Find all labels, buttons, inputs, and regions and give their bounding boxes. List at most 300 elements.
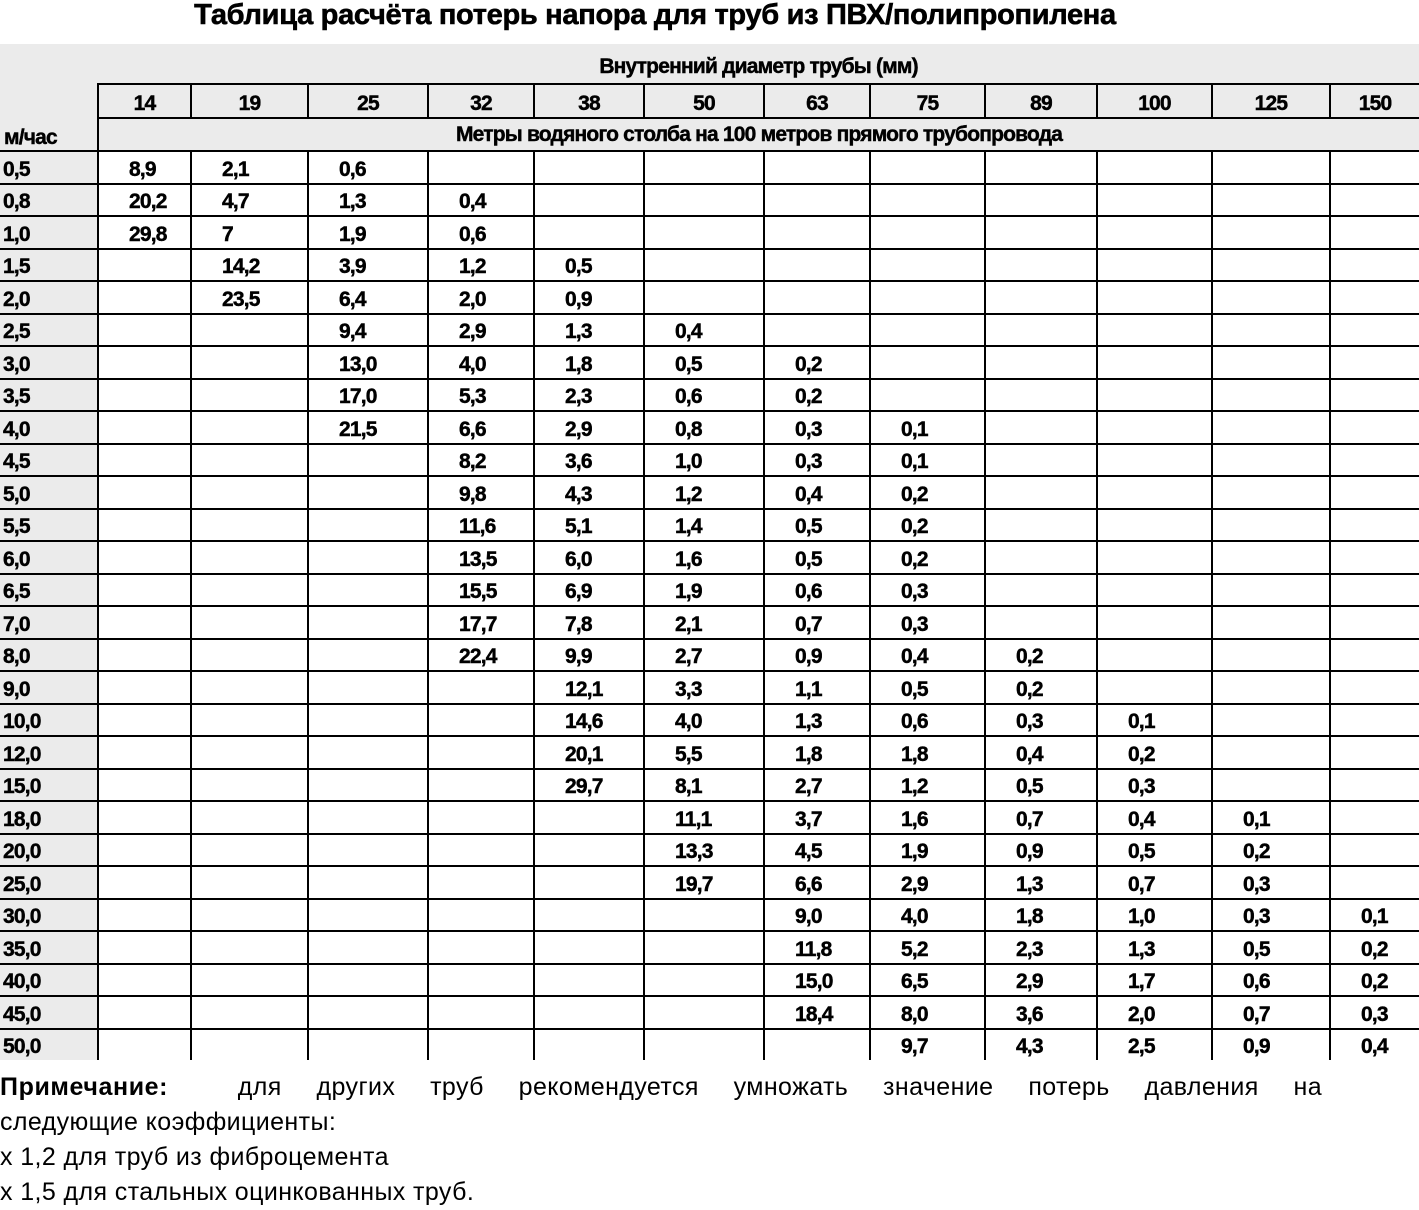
loss-value-cell: 0,9 — [985, 834, 1097, 867]
loss-value-cell — [1097, 151, 1212, 184]
loss-value-cell — [985, 314, 1097, 347]
loss-value-cell: 0,3 — [1097, 769, 1212, 802]
table-row — [0, 704, 1419, 737]
table-row — [0, 964, 1419, 997]
loss-value-cell: 1,3 — [308, 184, 428, 217]
loss-value-cell — [764, 151, 870, 184]
loss-value-cell: 0,4 — [1330, 1029, 1419, 1061]
loss-value-cell — [308, 574, 428, 607]
loss-value-cell: 0,2 — [1097, 736, 1212, 769]
loss-value-cell: 1,2 — [428, 249, 534, 282]
loss-value-cell — [191, 931, 308, 964]
loss-value-cell: 15,5 — [428, 574, 534, 607]
note-line-2: следующие коэффициенты: — [0, 1108, 337, 1136]
table-row — [0, 444, 1419, 477]
loss-value-cell — [98, 866, 191, 899]
loss-value-cell: 9,7 — [870, 1029, 985, 1061]
flow-rate-cell: 50,0 — [0, 1029, 98, 1061]
loss-value-cell — [534, 184, 644, 217]
loss-value-cell: 0,3 — [1330, 996, 1419, 1029]
flow-rate-cell: 18,0 — [0, 801, 98, 834]
loss-value-cell — [98, 996, 191, 1029]
flow-rate-cell: 9,0 — [0, 671, 98, 704]
table-row — [0, 769, 1419, 802]
loss-value-cell — [98, 281, 191, 314]
table-row — [0, 834, 1419, 867]
loss-value-cell — [1212, 671, 1330, 704]
loss-value-cell — [1212, 411, 1330, 444]
loss-value-cell: 1,3 — [764, 704, 870, 737]
loss-value-cell: 20,2 — [98, 184, 191, 217]
loss-value-cell: 12,1 — [534, 671, 644, 704]
loss-value-cell: 15,0 — [764, 964, 870, 997]
loss-value-cell: 0,5 — [534, 249, 644, 282]
loss-value-cell: 0,3 — [870, 574, 985, 607]
loss-value-cell — [1330, 639, 1419, 672]
loss-value-cell: 1,6 — [870, 801, 985, 834]
loss-value-cell: 0,8 — [644, 411, 764, 444]
loss-value-cell: 0,9 — [534, 281, 644, 314]
loss-value-cell — [534, 151, 644, 184]
loss-value-cell — [870, 281, 985, 314]
loss-value-cell — [428, 671, 534, 704]
loss-value-cell — [1097, 411, 1212, 444]
head-loss-table — [0, 44, 1419, 1060]
loss-value-cell — [191, 736, 308, 769]
loss-value-cell — [1212, 736, 1330, 769]
diameter-header-cell: 89 — [985, 84, 1097, 118]
loss-value-cell — [428, 931, 534, 964]
loss-value-cell — [98, 509, 191, 542]
diameter-header-cell: 14 — [98, 84, 191, 118]
table-row — [0, 931, 1419, 964]
loss-value-cell — [1330, 476, 1419, 509]
loss-value-cell — [98, 444, 191, 477]
loss-value-cell — [308, 671, 428, 704]
loss-value-cell — [98, 736, 191, 769]
loss-value-cell — [1097, 639, 1212, 672]
loss-value-cell — [98, 834, 191, 867]
loss-value-cell: 29,7 — [534, 769, 644, 802]
loss-value-cell — [98, 671, 191, 704]
loss-value-cell — [534, 931, 644, 964]
table-row — [0, 346, 1419, 379]
loss-value-cell: 6,9 — [534, 574, 644, 607]
loss-value-cell: 8,1 — [644, 769, 764, 802]
loss-value-cell — [1330, 444, 1419, 477]
head-loss-table-container — [0, 44, 1419, 1058]
flow-rate-cell: 1,5 — [0, 249, 98, 282]
loss-value-cell — [98, 574, 191, 607]
loss-value-cell — [308, 736, 428, 769]
table-row — [0, 281, 1419, 314]
loss-value-cell: 2,3 — [985, 931, 1097, 964]
loss-value-cell — [870, 216, 985, 249]
loss-value-cell — [191, 801, 308, 834]
loss-value-cell: 2,9 — [870, 866, 985, 899]
loss-value-cell — [428, 151, 534, 184]
loss-value-cell — [1097, 541, 1212, 574]
loss-value-cell — [870, 379, 985, 412]
loss-value-cell — [534, 216, 644, 249]
loss-value-cell — [1330, 704, 1419, 737]
loss-value-cell — [1330, 736, 1419, 769]
loss-value-cell — [1212, 541, 1330, 574]
loss-value-cell: 1,2 — [644, 476, 764, 509]
flow-rate-cell: 5,5 — [0, 509, 98, 542]
loss-value-cell — [191, 639, 308, 672]
diameter-header-cell: 25 — [308, 84, 428, 118]
loss-value-cell: 0,9 — [1212, 1029, 1330, 1061]
loss-value-cell — [534, 866, 644, 899]
flow-rate-cell: 0,5 — [0, 151, 98, 184]
loss-value-cell: 0,2 — [870, 509, 985, 542]
loss-value-cell: 0,2 — [1330, 931, 1419, 964]
loss-value-cell: 0,2 — [985, 639, 1097, 672]
loss-value-cell: 0,5 — [1212, 931, 1330, 964]
loss-value-cell: 1,4 — [644, 509, 764, 542]
loss-value-cell: 5,1 — [534, 509, 644, 542]
loss-value-cell: 0,7 — [985, 801, 1097, 834]
loss-value-cell — [98, 379, 191, 412]
loss-value-cell: 0,6 — [428, 216, 534, 249]
loss-value-cell — [644, 899, 764, 932]
loss-value-cell: 8,2 — [428, 444, 534, 477]
loss-value-cell — [764, 1029, 870, 1061]
loss-value-cell: 5,5 — [644, 736, 764, 769]
loss-value-cell — [428, 704, 534, 737]
loss-value-cell — [870, 184, 985, 217]
loss-value-cell — [191, 1029, 308, 1061]
loss-value-cell — [644, 184, 764, 217]
loss-value-cell — [764, 281, 870, 314]
loss-value-cell — [308, 801, 428, 834]
flow-rate-cell: 4,0 — [0, 411, 98, 444]
loss-value-cell — [98, 704, 191, 737]
loss-value-cell — [1212, 314, 1330, 347]
table-row — [0, 476, 1419, 509]
loss-value-cell: 1,6 — [644, 541, 764, 574]
loss-value-cell: 13,3 — [644, 834, 764, 867]
loss-value-cell: 4,5 — [764, 834, 870, 867]
loss-value-cell: 0,6 — [308, 151, 428, 184]
loss-value-cell — [308, 541, 428, 574]
loss-value-cell — [191, 964, 308, 997]
loss-value-cell — [1097, 346, 1212, 379]
loss-value-cell — [534, 964, 644, 997]
loss-value-cell — [1330, 866, 1419, 899]
loss-value-cell — [644, 151, 764, 184]
loss-value-cell — [764, 314, 870, 347]
loss-value-cell: 9,8 — [428, 476, 534, 509]
loss-value-cell — [1212, 509, 1330, 542]
loss-value-cell: 1,0 — [1097, 899, 1212, 932]
loss-value-cell — [1097, 281, 1212, 314]
loss-value-cell: 3,9 — [308, 249, 428, 282]
loss-value-cell — [1212, 704, 1330, 737]
loss-value-cell — [985, 541, 1097, 574]
loss-value-cell — [644, 216, 764, 249]
loss-value-cell: 6,0 — [534, 541, 644, 574]
loss-value-cell: 3,3 — [644, 671, 764, 704]
loss-value-cell: 0,9 — [764, 639, 870, 672]
flow-rate-cell: 40,0 — [0, 964, 98, 997]
loss-value-cell — [98, 314, 191, 347]
loss-value-cell: 0,6 — [1212, 964, 1330, 997]
table-row — [0, 801, 1419, 834]
flow-rate-cell: 8,0 — [0, 639, 98, 672]
loss-value-cell — [1212, 476, 1330, 509]
loss-value-cell — [870, 151, 985, 184]
loss-value-cell — [985, 606, 1097, 639]
diameter-header-cell: 38 — [534, 84, 644, 118]
table-row — [0, 1029, 1419, 1061]
loss-value-cell: 0,7 — [1212, 996, 1330, 1029]
loss-value-cell — [191, 314, 308, 347]
flow-rate-cell: 45,0 — [0, 996, 98, 1029]
loss-value-cell — [764, 249, 870, 282]
flow-rate-cell: 1,0 — [0, 216, 98, 249]
corner-cell — [0, 44, 98, 84]
page-title: Таблица расчёта потерь напора для труб из ПВХ/полипропилена — [194, 0, 1116, 31]
corner-cell-2 — [0, 84, 98, 118]
loss-value-cell — [1212, 151, 1330, 184]
loss-value-cell — [428, 834, 534, 867]
loss-value-cell: 3,6 — [534, 444, 644, 477]
metric-caption: Метры водяного столба на 100 метров прямого трубопровода — [98, 118, 1419, 151]
table-row — [0, 216, 1419, 249]
flow-rate-cell: 2,0 — [0, 281, 98, 314]
loss-value-cell: 11,8 — [764, 931, 870, 964]
table-row — [0, 671, 1419, 704]
loss-value-cell: 21,5 — [308, 411, 428, 444]
flow-unit-label: м/час — [0, 118, 98, 151]
loss-value-cell: 13,5 — [428, 541, 534, 574]
loss-value-cell: 2,9 — [534, 411, 644, 444]
table-row — [0, 606, 1419, 639]
flow-rate-cell: 5,0 — [0, 476, 98, 509]
flow-rate-cell: 2,5 — [0, 314, 98, 347]
loss-value-cell: 17,7 — [428, 606, 534, 639]
loss-value-cell — [308, 444, 428, 477]
note-line-4: х 1,5 для стальных оцинкованных труб. — [0, 1178, 475, 1206]
loss-value-cell: 6,6 — [428, 411, 534, 444]
loss-value-cell: 5,3 — [428, 379, 534, 412]
loss-value-cell — [98, 606, 191, 639]
loss-value-cell: 0,6 — [644, 379, 764, 412]
table-row — [0, 639, 1419, 672]
loss-value-cell: 0,3 — [1212, 866, 1330, 899]
loss-value-cell — [534, 996, 644, 1029]
loss-value-cell — [1330, 184, 1419, 217]
loss-value-cell: 1,8 — [534, 346, 644, 379]
loss-value-cell: 3,7 — [764, 801, 870, 834]
table-row — [0, 541, 1419, 574]
loss-value-cell: 8,0 — [870, 996, 985, 1029]
loss-value-cell: 0,2 — [1212, 834, 1330, 867]
loss-value-cell — [308, 899, 428, 932]
loss-value-cell — [191, 509, 308, 542]
loss-value-cell: 14,6 — [534, 704, 644, 737]
loss-value-cell — [191, 834, 308, 867]
loss-value-cell: 4,0 — [870, 899, 985, 932]
loss-value-cell: 0,2 — [870, 476, 985, 509]
loss-value-cell — [428, 964, 534, 997]
loss-value-cell — [644, 931, 764, 964]
loss-value-cell — [308, 866, 428, 899]
loss-value-cell — [191, 379, 308, 412]
table-row — [0, 184, 1419, 217]
loss-value-cell — [1330, 509, 1419, 542]
loss-value-cell — [985, 184, 1097, 217]
loss-value-cell — [1330, 151, 1419, 184]
loss-value-cell: 17,0 — [308, 379, 428, 412]
diameter-header-cell: 50 — [644, 84, 764, 118]
loss-value-cell: 1,8 — [870, 736, 985, 769]
loss-value-cell — [428, 996, 534, 1029]
table-row — [0, 509, 1419, 542]
loss-value-cell: 19,7 — [644, 866, 764, 899]
loss-value-cell — [985, 444, 1097, 477]
loss-value-cell — [98, 1029, 191, 1061]
loss-value-cell — [534, 834, 644, 867]
loss-value-cell — [644, 281, 764, 314]
loss-value-cell: 2,0 — [1097, 996, 1212, 1029]
loss-value-cell: 1,9 — [870, 834, 985, 867]
loss-value-cell: 5,2 — [870, 931, 985, 964]
loss-value-cell — [308, 964, 428, 997]
loss-value-cell — [191, 996, 308, 1029]
loss-value-cell: 4,3 — [534, 476, 644, 509]
loss-value-cell: 13,0 — [308, 346, 428, 379]
loss-value-cell — [1212, 184, 1330, 217]
loss-value-cell: 2,3 — [534, 379, 644, 412]
diameter-header-cell: 125 — [1212, 84, 1330, 118]
loss-value-cell: 1,8 — [985, 899, 1097, 932]
loss-value-cell — [764, 184, 870, 217]
loss-value-cell — [98, 639, 191, 672]
flow-rate-cell: 35,0 — [0, 931, 98, 964]
loss-value-cell — [428, 899, 534, 932]
loss-value-cell: 0,3 — [1212, 899, 1330, 932]
loss-value-cell: 11,6 — [428, 509, 534, 542]
loss-value-cell — [1097, 476, 1212, 509]
loss-value-cell: 2,7 — [764, 769, 870, 802]
loss-value-cell: 6,6 — [764, 866, 870, 899]
loss-value-cell: 0,4 — [870, 639, 985, 672]
loss-value-cell — [1212, 281, 1330, 314]
note-block — [0, 1070, 1322, 1210]
loss-value-cell — [191, 444, 308, 477]
loss-value-cell: 22,4 — [428, 639, 534, 672]
loss-value-cell — [1330, 834, 1419, 867]
loss-value-cell — [191, 606, 308, 639]
flow-rate-cell: 10,0 — [0, 704, 98, 737]
loss-value-cell — [1212, 639, 1330, 672]
loss-value-cell — [1097, 216, 1212, 249]
loss-value-cell: 0,5 — [870, 671, 985, 704]
table-row — [0, 249, 1419, 282]
loss-value-cell: 14,2 — [191, 249, 308, 282]
loss-value-cell: 7,8 — [534, 606, 644, 639]
loss-value-cell: 0,2 — [764, 379, 870, 412]
loss-value-cell: 0,5 — [764, 509, 870, 542]
loss-value-cell: 2,9 — [985, 964, 1097, 997]
loss-value-cell: 0,3 — [764, 444, 870, 477]
loss-value-cell: 9,0 — [764, 899, 870, 932]
loss-value-cell: 18,4 — [764, 996, 870, 1029]
loss-value-cell — [1330, 606, 1419, 639]
loss-value-cell — [1330, 314, 1419, 347]
loss-value-cell: 1,3 — [534, 314, 644, 347]
loss-value-cell — [98, 769, 191, 802]
loss-value-cell: 0,4 — [1097, 801, 1212, 834]
loss-value-cell: 4,7 — [191, 184, 308, 217]
loss-value-cell: 3,6 — [985, 996, 1097, 1029]
loss-value-cell: 0,3 — [764, 411, 870, 444]
loss-value-cell — [985, 379, 1097, 412]
loss-value-cell — [191, 541, 308, 574]
loss-value-cell — [98, 964, 191, 997]
loss-value-cell — [870, 346, 985, 379]
loss-value-cell — [308, 476, 428, 509]
loss-value-cell — [308, 509, 428, 542]
loss-value-cell: 2,1 — [191, 151, 308, 184]
loss-value-cell: 0,1 — [1097, 704, 1212, 737]
flow-rate-cell: 20,0 — [0, 834, 98, 867]
loss-value-cell: 20,1 — [534, 736, 644, 769]
loss-value-cell: 0,2 — [1330, 964, 1419, 997]
loss-value-cell: 7 — [191, 216, 308, 249]
loss-value-cell: 0,2 — [870, 541, 985, 574]
loss-value-cell: 1,3 — [1097, 931, 1212, 964]
loss-value-cell — [191, 476, 308, 509]
loss-value-cell — [191, 769, 308, 802]
loss-value-cell: 1,1 — [764, 671, 870, 704]
loss-value-cell: 8,9 — [98, 151, 191, 184]
loss-value-cell — [1330, 379, 1419, 412]
loss-value-cell: 1,8 — [764, 736, 870, 769]
loss-value-cell — [644, 996, 764, 1029]
flow-rate-cell: 7,0 — [0, 606, 98, 639]
table-row — [0, 151, 1419, 184]
table-row — [0, 899, 1419, 932]
flow-rate-cell: 30,0 — [0, 899, 98, 932]
note-line-3: х 1,2 для труб из фиброцемента — [0, 1143, 389, 1171]
loss-value-cell — [428, 801, 534, 834]
flow-rate-cell: 12,0 — [0, 736, 98, 769]
loss-value-cell — [1330, 411, 1419, 444]
loss-value-cell — [985, 151, 1097, 184]
loss-value-cell — [191, 411, 308, 444]
flow-rate-cell: 3,5 — [0, 379, 98, 412]
loss-value-cell: 0,4 — [428, 184, 534, 217]
loss-value-cell — [1330, 346, 1419, 379]
loss-value-cell — [1330, 671, 1419, 704]
loss-value-cell — [985, 346, 1097, 379]
loss-value-cell — [764, 216, 870, 249]
note-text-1: для других труб рекомендуется умножать значение потерь давления на — [237, 1073, 1322, 1101]
loss-value-cell: 0,1 — [870, 444, 985, 477]
loss-value-cell: 9,4 — [308, 314, 428, 347]
loss-value-cell: 1,9 — [308, 216, 428, 249]
loss-value-cell: 0,3 — [985, 704, 1097, 737]
loss-value-cell — [191, 574, 308, 607]
loss-value-cell: 2,0 — [428, 281, 534, 314]
table-row — [0, 996, 1419, 1029]
loss-value-cell: 23,5 — [191, 281, 308, 314]
note-label: Примечание: — [0, 1073, 169, 1101]
